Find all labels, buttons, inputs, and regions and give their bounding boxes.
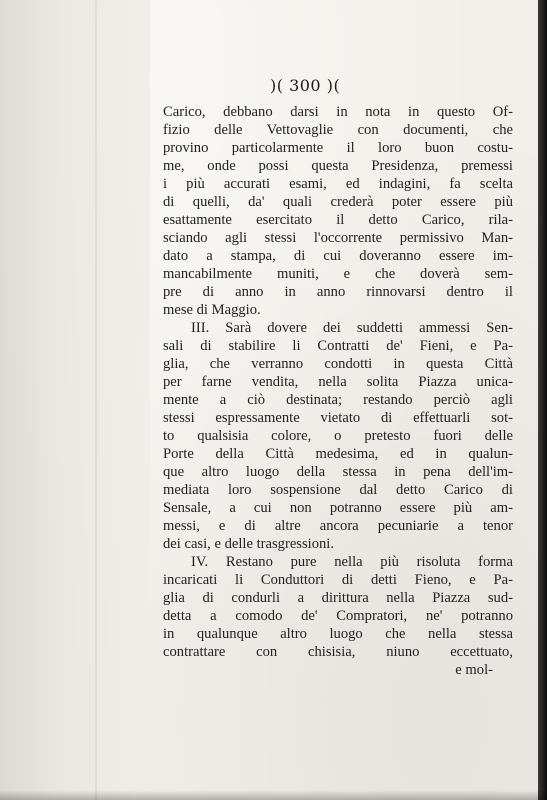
text-line: me, onde possi questa Presidenza, premessi — [163, 158, 513, 174]
text-line: provino particolarmente il loro buon costu- — [163, 140, 513, 156]
catchword: e mol- — [455, 662, 493, 678]
text-line: fizio delle Vettovaglie con documenti, che — [163, 122, 513, 138]
text-line: sali di stabilire li Contratti de' Fieni, e Pa- — [163, 338, 513, 354]
text-line: Sensale, a cui non potranno essere più am- — [163, 500, 513, 516]
text-line: dei casi, e delle trasgressioni. — [163, 536, 335, 552]
text-line: per farne vendita, nella solita Piazza unica- — [163, 374, 513, 390]
text-line: i più accurati esami, ed indagini, fa scelta — [163, 176, 513, 192]
page-fold-line — [95, 0, 97, 800]
page-number: )( 300 )( — [270, 76, 341, 95]
text-line: contrattare con chisisia, niuno eccettuato, — [163, 644, 513, 660]
text-line: sciando agli stessi l'occorrente permissivo Man- — [163, 230, 513, 246]
section-heading-line: IV. Restano pure nella più risoluta forma — [191, 554, 513, 570]
page-right-edge — [538, 0, 547, 800]
page-bottom-shadow — [0, 790, 547, 800]
text-line: incaricati li Conduttori di detti Fieno, e Pa- — [163, 572, 513, 588]
text-line: mancabilmente muniti, e che doverà sem- — [163, 266, 513, 282]
text-line: detta a comodo de' Compratori, ne' potranno — [163, 608, 513, 624]
text-line: mese di Maggio. — [163, 302, 261, 318]
text-line: messi, e di altre ancora pecuniarie a tenor — [163, 518, 513, 534]
page-margin-shading — [0, 0, 150, 800]
text-line: Carico, debbano darsi in nota in questo Of- — [163, 104, 513, 120]
text-line: di quelli, da' quali crederà poter essere più — [163, 194, 513, 210]
text-line: mente a ciò destinata; restando perciò agli — [163, 392, 513, 408]
text-line: glia, che verranno condotti in questa Città — [163, 356, 513, 372]
text-line: Porte della Città medesima, ed in qualun- — [163, 446, 513, 462]
text-line: to qualsisia colore, o pretesto fuori delle — [163, 428, 513, 444]
text-line: esattamente esercitato il detto Carico, rila- — [163, 212, 513, 228]
text-line: que altro luogo della stessa in pena dell'im- — [163, 464, 513, 480]
section-heading-line: III. Sarà dovere dei suddetti ammessi Sen- — [191, 320, 513, 336]
text-line: mediata loro sospensione dal detto Carico di — [163, 482, 513, 498]
text-line: stessi espressamente vietato di effettuarli sot- — [163, 410, 513, 426]
body-text — [163, 103, 513, 679]
text-line: dato a stampa, di cui doveranno essere im- — [163, 248, 513, 264]
text-line: in qualunque altro luogo che nella stessa — [163, 626, 513, 642]
text-line: glia di condurli a dirittura nella Piazza sud- — [163, 590, 513, 606]
text-line: pre di anno in anno rinnovarsi dentro il — [163, 284, 513, 300]
